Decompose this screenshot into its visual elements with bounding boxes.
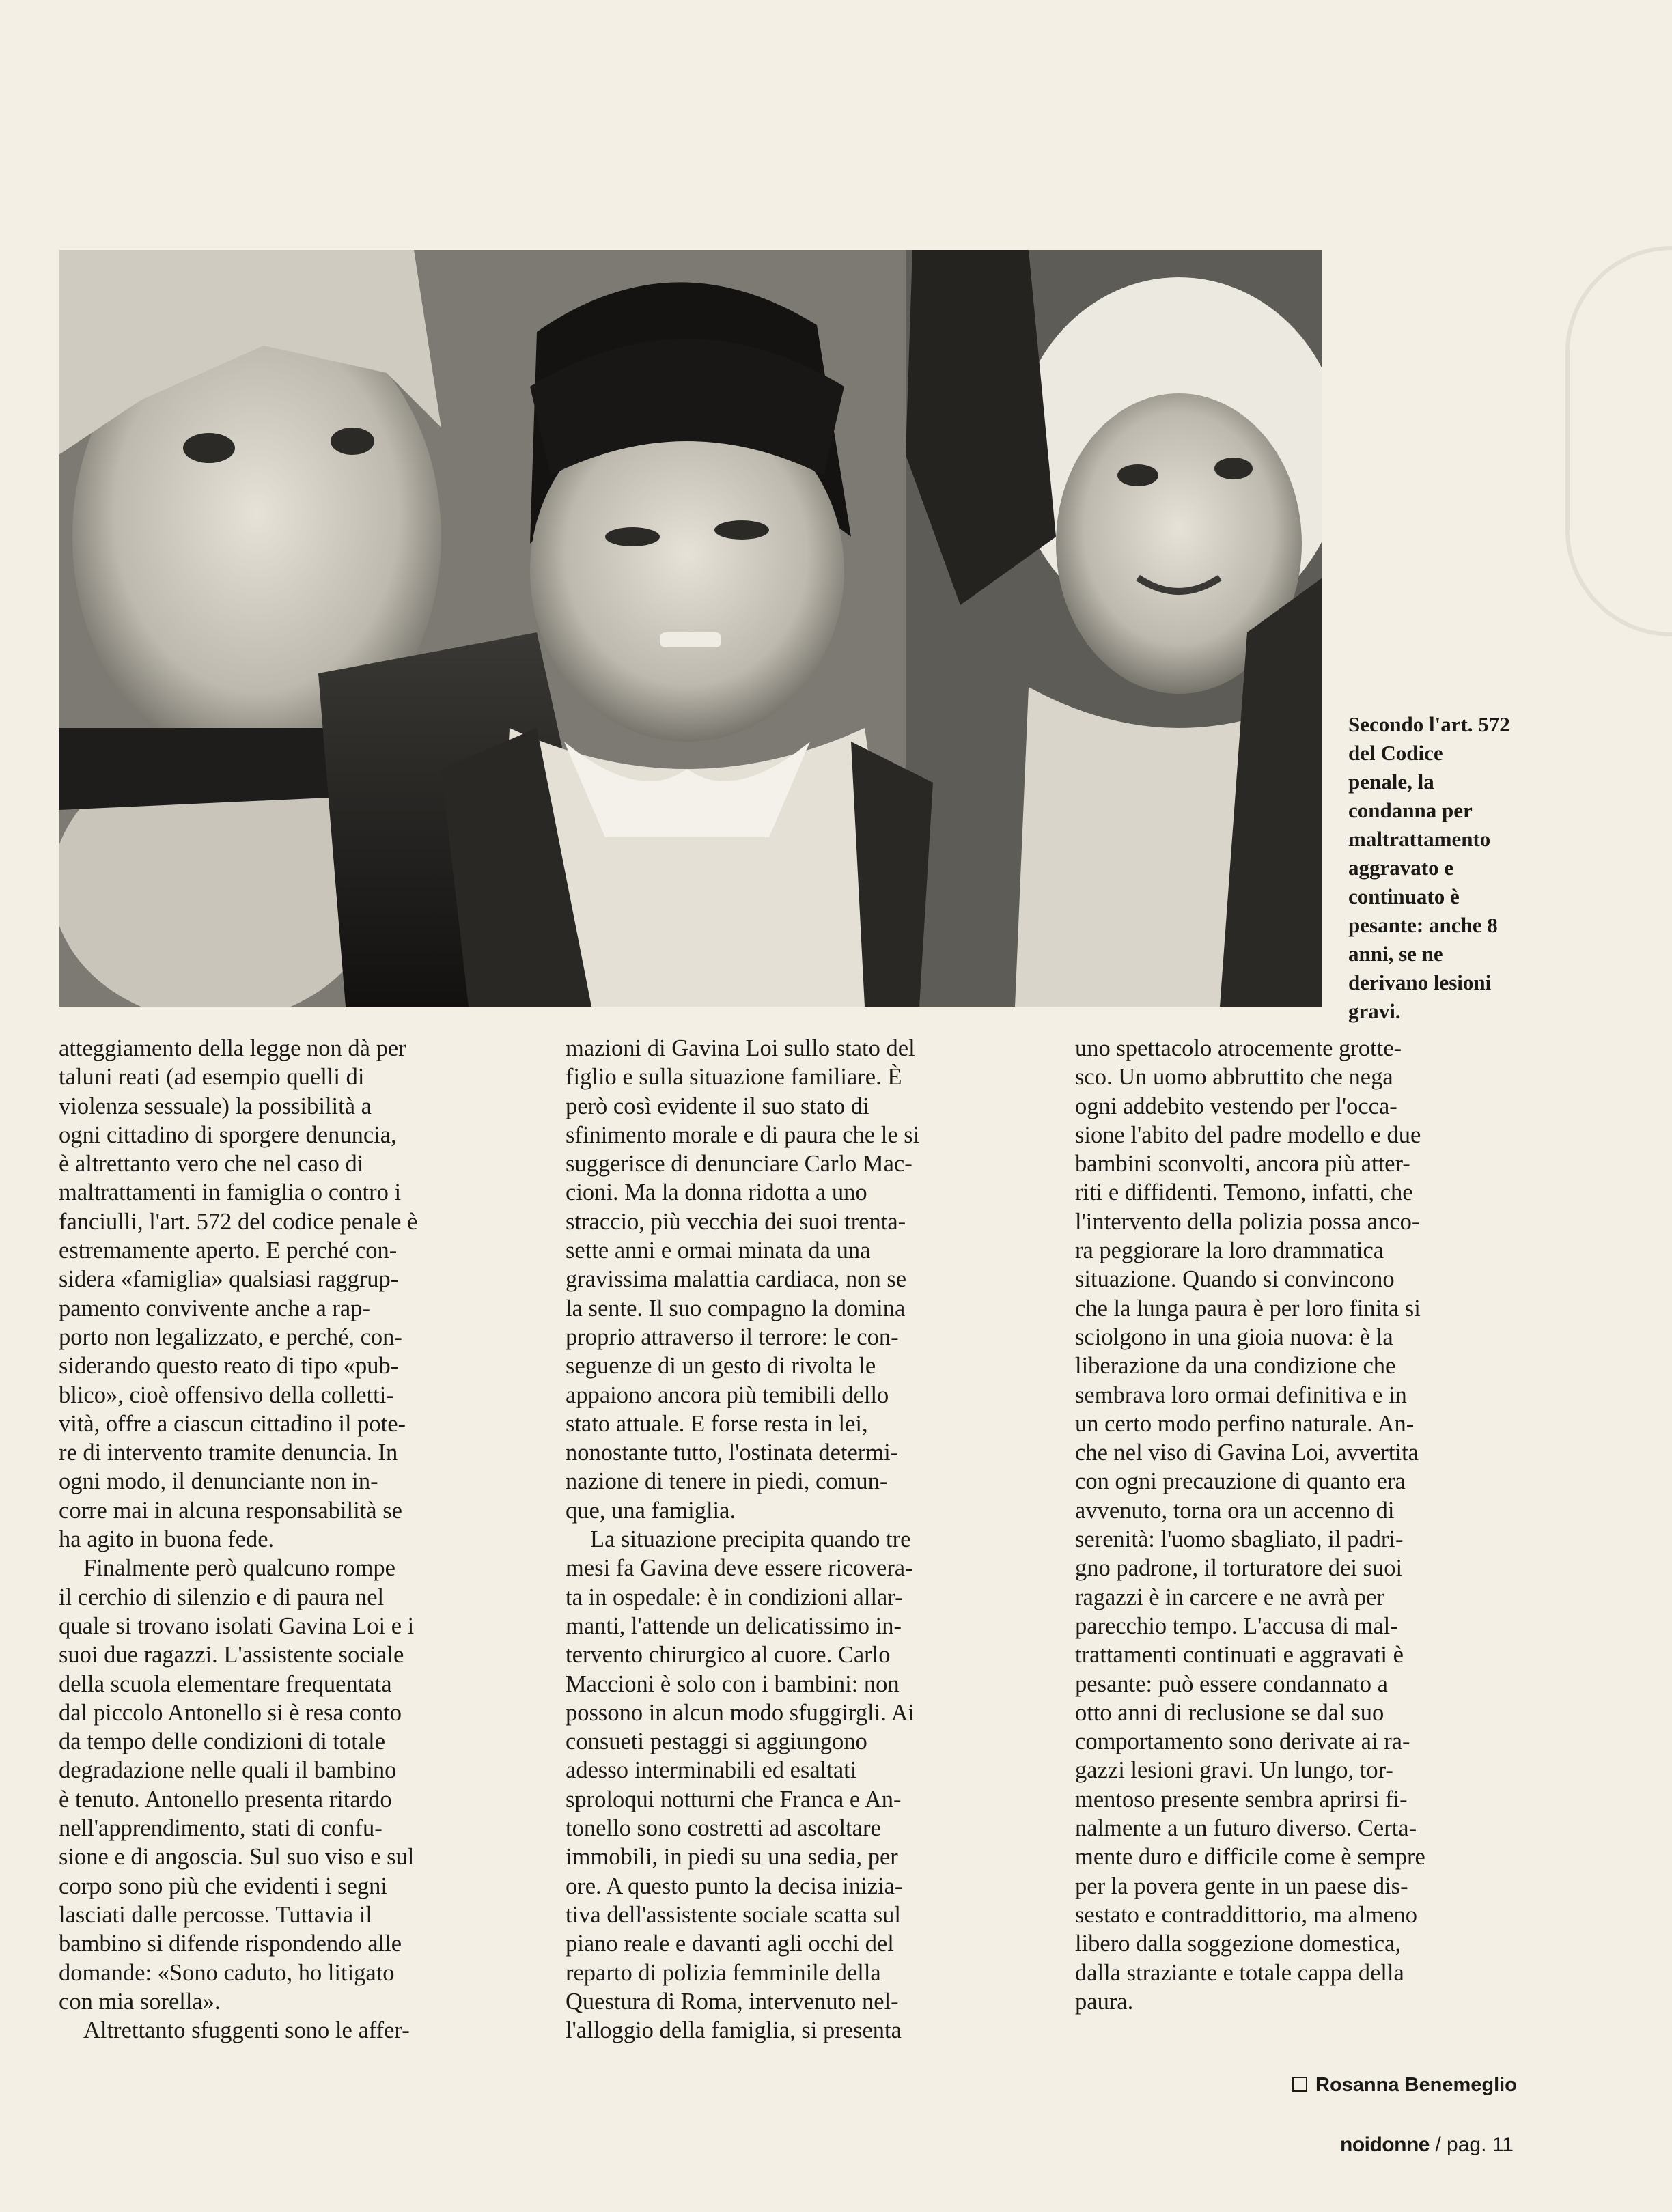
text-line: vità, offre a ciascun cittadino il pote-	[59, 1410, 406, 1437]
text-line: suoi due ragazzi. L'assistente sociale	[59, 1642, 404, 1668]
text-line: mente duro e difficile come è sempre	[1075, 1844, 1425, 1871]
text-line: mazioni di Gavina Loi sullo stato del	[566, 1035, 915, 1061]
text-line: l'intervento della polizia possa anco-	[1075, 1208, 1420, 1235]
text-line: Questura di Roma, intervenuto nel-	[566, 1988, 899, 2015]
children-photo	[59, 250, 1322, 1007]
text-line: gno padrone, il torturatore dei suoi	[1075, 1555, 1403, 1582]
text-line: avvenuto, torna ora un accenno di	[1075, 1497, 1395, 1524]
text-line: nell'apprendimento, stati di confu-	[59, 1815, 382, 1842]
text-line: figlio e sulla situazione familiare. È	[566, 1064, 902, 1091]
text-line: ha agito in buona fede.	[59, 1526, 275, 1553]
text-line: estremamente aperto. E perché con-	[59, 1237, 398, 1264]
text-line: taluni reati (ad esempio quelli di	[59, 1064, 365, 1091]
text-line: consueti pestaggi si aggiungono	[566, 1728, 867, 1755]
text-line: piano reale e davanti agli occhi del	[566, 1931, 894, 1957]
text-line: situazione. Quando si convincono	[1075, 1266, 1395, 1293]
text-line: pamento convivente anche a rap-	[59, 1295, 370, 1321]
text-line: fanciulli, l'art. 572 del codice penale è	[59, 1208, 418, 1235]
page-number: pag. 11	[1447, 2133, 1514, 2156]
text-line: dal piccolo Antonello si è resa conto	[59, 1699, 402, 1726]
text-line: uno spettacolo atrocemente grotte-	[1075, 1035, 1402, 1061]
text-line: è altrettanto vero che nel caso di	[59, 1151, 364, 1177]
text-line: ta in ospedale: è in condizioni allar-	[566, 1584, 903, 1610]
text-line: nazione di tenere in piedi, comun-	[566, 1468, 888, 1495]
text-line: straccio, più vecchia dei suoi trenta-	[566, 1208, 906, 1235]
text-line: que, una famiglia.	[566, 1497, 736, 1524]
text-line: tonello sono costretti ad ascoltare	[566, 1815, 881, 1842]
magazine-name: noidonne	[1340, 2133, 1430, 2156]
text-line: La situazione precipita quando tre	[590, 1526, 911, 1553]
text-line: violenza sessuale) la possibilità a	[59, 1093, 372, 1119]
caption-line: del Codice	[1348, 741, 1443, 765]
text-line: da tempo delle condizioni di totale	[59, 1728, 386, 1755]
text-line: immobili, in piedi su una sedia, per	[566, 1844, 898, 1871]
text-line: libero dalla soggezione domestica,	[1075, 1931, 1402, 1957]
text-line: gravissima malattia cardiaca, non se	[566, 1266, 907, 1293]
text-line: gazzi lesioni gravi. Un lungo, tor-	[1075, 1757, 1393, 1784]
text-line: però così evidente il suo stato di	[566, 1093, 869, 1119]
text-line: comportamento sono derivate ai ra-	[1075, 1728, 1410, 1755]
text-line: ogni addebito vestendo per l'occa-	[1075, 1093, 1397, 1119]
text-line: cioni. Ma la donna ridotta a uno	[566, 1179, 867, 1206]
text-line: sione e di angoscia. Sul suo viso e sul	[59, 1844, 415, 1871]
text-line: sfinimento morale e di paura che le si	[566, 1121, 920, 1148]
text-line: tiva dell'assistente sociale scatta sul	[566, 1901, 901, 1928]
text-line: atteggiamento della legge non dà per	[59, 1035, 406, 1061]
author-byline	[1292, 2074, 1517, 2097]
text-line: mesi fa Gavina deve essere ricovera-	[566, 1555, 913, 1582]
text-line: re di intervento tramite denuncia. In	[59, 1440, 398, 1466]
text-line: ragazzi è in carcere e ne avrà per	[1075, 1584, 1384, 1610]
text-line: che la lunga paura è per loro finita si	[1075, 1295, 1421, 1321]
text-line: sione l'abito del padre modello e due	[1075, 1121, 1421, 1148]
photo-caption	[1348, 710, 1553, 1026]
text-line: siderando questo reato di tipo «pub-	[59, 1353, 399, 1380]
text-line: reparto di polizia femminile della	[566, 1959, 881, 1986]
text-line: Maccioni è solo con i bambini: non	[566, 1670, 900, 1697]
article-column-2	[566, 1034, 1037, 2045]
text-line: ore. A questo punto la decisa inizia-	[566, 1873, 903, 1899]
text-line: ra peggiorare la loro drammatica	[1075, 1237, 1384, 1264]
text-line: ogni cittadino di sporgere denuncia,	[59, 1121, 397, 1148]
text-line: seguenze di un gesto di rivolta le	[566, 1353, 876, 1380]
text-line: liberazione da una condizione che	[1075, 1353, 1396, 1380]
article-column-3	[1075, 1034, 1546, 2016]
caption-line: pesante: anche 8	[1348, 913, 1498, 937]
text-line: tervento chirurgico al cuore. Carlo	[566, 1642, 891, 1668]
caption-line: maltrattamento	[1348, 827, 1491, 851]
text-line: nalmente a un futuro diverso. Certa-	[1075, 1815, 1417, 1842]
text-line: otto anni di reclusione se dal suo	[1075, 1699, 1384, 1726]
author-name: Rosanna Benemeglio	[1315, 2074, 1517, 2096]
text-line: domande: «Sono caduto, ho litigato	[59, 1959, 395, 1986]
text-line: sproloqui notturni che Franca e An-	[566, 1786, 902, 1812]
text-line: adesso interminabili ed esaltati	[566, 1757, 857, 1784]
caption-line: penale, la	[1348, 770, 1434, 794]
text-line: manti, l'attende un delicatissimo in-	[566, 1612, 902, 1639]
text-line: con ogni precauzione di quanto era	[1075, 1468, 1406, 1495]
text-line: sette anni e ormai minata da una	[566, 1237, 871, 1264]
text-line: sciolgono in una gioia nuova: è la	[1075, 1324, 1393, 1350]
text-line: porto non legalizzato, e perché, con-	[59, 1324, 402, 1350]
bleed-through-stamp	[1565, 246, 1672, 636]
text-line: mentoso presente sembra aprirsi fi-	[1075, 1786, 1408, 1812]
text-line: sestato e contraddittorio, ma almeno	[1075, 1901, 1418, 1928]
text-line: il cerchio di silenzio e di paura nel	[59, 1584, 385, 1610]
text-line: l'alloggio della famiglia, si presenta	[566, 2017, 902, 2044]
caption-line: continuato è	[1348, 884, 1460, 908]
text-line: con mia sorella».	[59, 1988, 221, 2015]
caption-line: condanna per	[1348, 798, 1473, 822]
text-line: sidera «famiglia» qualsiasi raggrup-	[59, 1266, 399, 1293]
text-line: possono in alcun modo sfuggirgli. Ai	[566, 1699, 915, 1726]
text-line: sembrava loro ormai definitiva e in	[1075, 1382, 1407, 1408]
text-line: nonostante tutto, l'ostinata determi-	[566, 1440, 899, 1466]
caption-line: Secondo l'art. 572	[1348, 712, 1510, 736]
text-line: degradazione nelle quali il bambino	[59, 1757, 397, 1784]
page-footer	[1340, 2133, 1514, 2157]
text-line: proprio attraverso il terrore: le con-	[566, 1324, 899, 1350]
text-line: paura.	[1075, 1988, 1134, 2015]
caption-line: aggravato e	[1348, 856, 1454, 880]
end-mark-icon	[1292, 2077, 1307, 2092]
text-line: lasciati dalle percosse. Tuttavia il	[59, 1901, 372, 1928]
text-line: stato attuale. E forse resta in lei,	[566, 1410, 868, 1437]
text-line: appaiono ancora più temibili dello	[566, 1382, 889, 1408]
text-line: Altrettanto sfuggenti sono le affer-	[83, 2017, 410, 2044]
text-line: un certo modo perfino naturale. An-	[1075, 1410, 1415, 1437]
text-line: trattamenti continuati e aggravati è	[1075, 1642, 1404, 1668]
text-line: maltrattamenti in famiglia o contro i	[59, 1179, 402, 1206]
text-line: pesante: può essere condannato a	[1075, 1670, 1388, 1697]
text-line: quale si trovano isolati Gavina Loi e i	[59, 1612, 415, 1639]
text-line: è tenuto. Antonello presenta ritardo	[59, 1786, 392, 1812]
caption-line: anni, se ne	[1348, 942, 1443, 966]
text-line: della scuola elementare frequentata	[59, 1670, 392, 1697]
text-line: che nel viso di Gavina Loi, avvertita	[1075, 1440, 1419, 1466]
text-line: per la povera gente in un paese dis-	[1075, 1873, 1408, 1899]
children-photo-icon	[59, 250, 1322, 1007]
text-line: suggerisce di denunciare Carlo Mac-	[566, 1151, 912, 1177]
article-column-1	[59, 1034, 530, 2045]
caption-line: derivano lesioni	[1348, 970, 1492, 994]
text-line: blico», cioè offensivo della colletti-	[59, 1382, 394, 1408]
text-line: serenità: l'uomo sbagliato, il padri-	[1075, 1526, 1404, 1553]
text-line: sco. Un uomo abbruttito che nega	[1075, 1064, 1393, 1091]
text-line: corpo sono più che evidenti i segni	[59, 1873, 387, 1899]
text-line: la sente. Il suo compagno la domina	[566, 1295, 906, 1321]
footer-separator: /	[1435, 2133, 1441, 2156]
text-line: ogni modo, il denunciante non in-	[59, 1468, 378, 1495]
caption-line: gravi.	[1348, 999, 1401, 1023]
text-line: riti e diffidenti. Temono, infatti, che	[1075, 1179, 1413, 1206]
text-line: dalla straziante e totale cappa della	[1075, 1959, 1404, 1986]
text-line: bambino si difende rispondendo alle	[59, 1931, 402, 1957]
text-line: bambini sconvolti, ancora più atter-	[1075, 1151, 1410, 1177]
text-line: Finalmente però qualcuno rompe	[83, 1555, 395, 1582]
text-line: corre mai in alcuna responsabilità se	[59, 1497, 402, 1524]
text-line: parecchio tempo. L'accusa di mal-	[1075, 1612, 1398, 1639]
